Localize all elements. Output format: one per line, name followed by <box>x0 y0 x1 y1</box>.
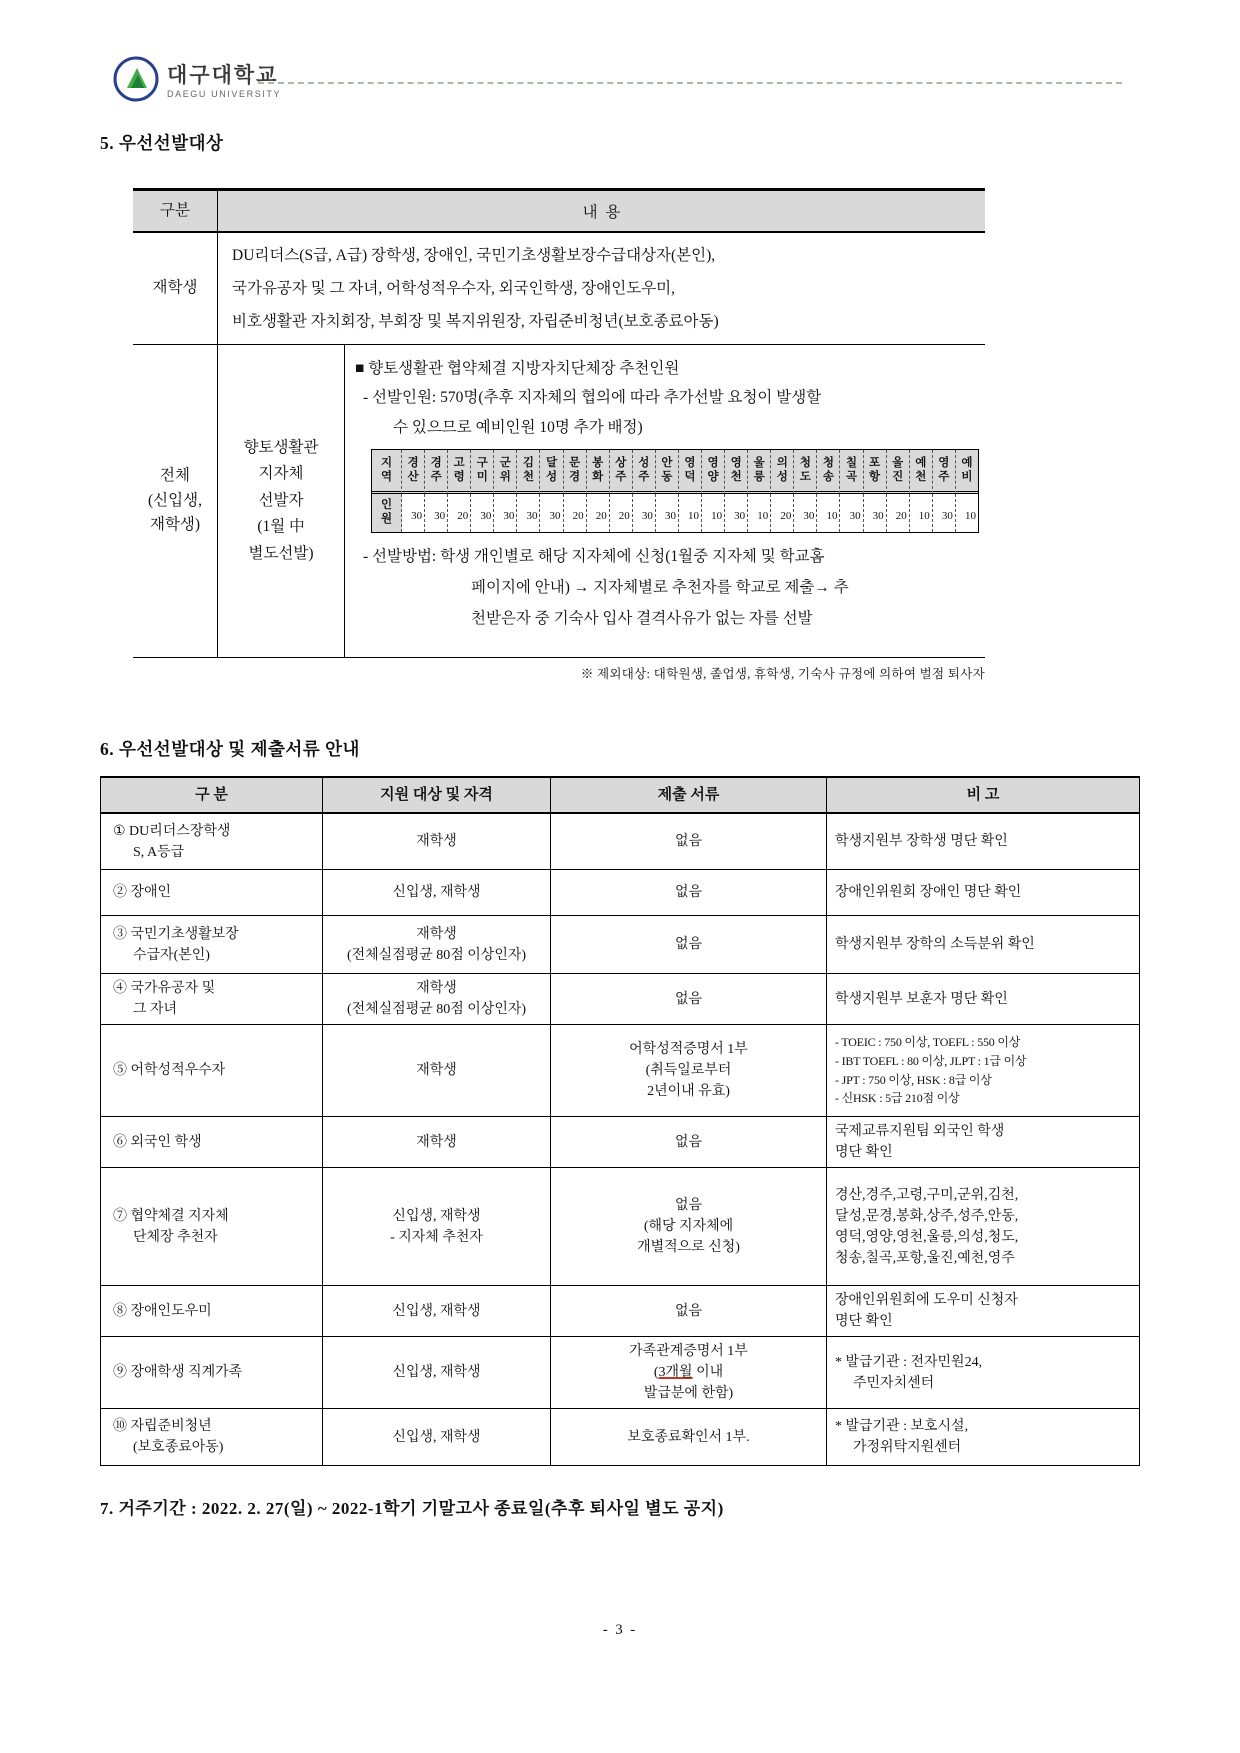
region-header-cell: 문경 <box>564 450 587 494</box>
region-count-cell: 30 <box>494 494 517 532</box>
row-note-line: 장애인위원회 장애인 명단 확인 <box>835 885 1022 900</box>
region-count-cell: 30 <box>517 494 540 532</box>
region-count-cell: 30 <box>864 494 887 532</box>
table-row <box>101 870 1139 916</box>
region-count-cell: 10 <box>964 510 976 522</box>
row-category-line: ③ 국민기초생활보장 <box>113 926 239 942</box>
page-number: - 3 - <box>602 1622 638 1638</box>
row-note-line: - JPT : 750 이상, HSK : 8급 이상 <box>835 1072 992 1087</box>
region-header-cell: 경주 <box>425 450 448 494</box>
row-docs-line: 없음 <box>674 991 703 1007</box>
row1-line: 비호생활관 자치회장, 부회장 및 복지위원장, 자립준비청년(보호종료아동) <box>232 313 719 330</box>
region-header-cell: 경산 <box>402 450 425 494</box>
table-row <box>101 1117 1139 1168</box>
row-docs-line: 없음 <box>674 1198 703 1213</box>
region-header-cell: 영양 <box>702 450 725 494</box>
selection-count-line2: 수 있으므로 예비인원 10명 추가 배정) <box>393 419 643 436</box>
table-row <box>101 974 1139 1025</box>
header-divider <box>258 82 1122 84</box>
row-category-line: (보호종료아동) <box>133 1440 224 1455</box>
region-header-cells <box>402 450 978 494</box>
region-header-cell: 의성 <box>771 450 794 494</box>
region-count-cell: 30 <box>540 494 563 532</box>
region-count-cell: 10 <box>910 494 933 532</box>
region-header-cell: 청송 <box>817 450 840 494</box>
row-note-line: * 발급기관 : 전자민원24, <box>835 1354 983 1370</box>
row-docs-line: (취득일로부터 <box>645 1063 732 1078</box>
region-header-cell: 영주 <box>933 450 956 494</box>
section6-title: 6. 우선선발대상 및 제출서류 안내 <box>100 739 360 759</box>
region-count-cell: 30 <box>656 494 679 532</box>
row2-sublabel: 향토생활관 지자체 선발자 (1월 中 별도선발) <box>218 345 345 657</box>
table1-row-jeonche <box>133 345 985 657</box>
row-target-line: 신입생, 재학생 <box>392 885 481 900</box>
table-row <box>101 1168 1139 1286</box>
region-header-cell: 달성 <box>540 450 563 494</box>
row-note-line: 가정위탁지원센터 <box>853 1440 962 1455</box>
region-count-cell: 30 <box>402 494 425 532</box>
region-header-cell: 군위 <box>494 450 517 494</box>
row-docs-line: 보호종료확인서 1부. <box>627 1429 750 1445</box>
document-guide-table <box>100 776 1140 1466</box>
table-row <box>101 814 1139 870</box>
underlined-3month: 3개월 <box>658 1365 693 1380</box>
row-note-line: 명단 확인 <box>835 1145 893 1160</box>
region-header-cell: 상주 <box>610 450 633 494</box>
row-category-line: 그 자녀 <box>133 1002 178 1017</box>
row-category-line: S, A등급 <box>133 844 185 860</box>
row-target-line: 재학생 <box>416 1063 457 1078</box>
row-docs-line: (해당 지자체에 <box>643 1219 734 1234</box>
region-count-cell: 20 <box>448 494 471 532</box>
region-header-cell: 영덕 <box>679 450 702 494</box>
row-docs-cell <box>551 1337 827 1408</box>
row-note-line: 학생지원부 장학의 소득분위 확인 <box>835 937 1035 952</box>
row-target-line: 신입생, 재학생 <box>392 1303 481 1319</box>
row-note-line: 학생지원부 보훈자 명단 확인 <box>835 991 1008 1007</box>
region-count-cells <box>402 494 978 532</box>
row-note-line: 주민자치센터 <box>853 1375 935 1391</box>
region-row-label: 지역 <box>372 450 402 494</box>
row-docs-line-underlined: (3개월 이내 <box>653 1365 724 1380</box>
region-header-cell: 봉화 <box>587 450 610 494</box>
region-header-cell: 김천 <box>517 450 540 494</box>
region-quota-table <box>371 449 979 533</box>
row-category-line: ⑦ 협약체결 지자체 <box>113 1208 229 1224</box>
row-category-line: ④ 국가유공자 및 <box>113 981 216 996</box>
region-count-cell: 30 <box>725 494 748 532</box>
region-count-cell: 30 <box>933 494 956 532</box>
table-row <box>101 1409 1139 1465</box>
region-count-cell: 10 <box>748 494 771 532</box>
row-category-line: 단체장 추천자 <box>133 1229 218 1245</box>
row-category-line: ⑨ 장애학생 직계가족 <box>113 1365 243 1380</box>
region-count-cell: 10 <box>702 494 725 532</box>
section7-title: 7. 거주기간 : 2022. 2. 27(일) ~ 2022-1학기 기말고사 종료일(추후 퇴사일 별도 공지) <box>100 1499 724 1518</box>
region-count-row <box>372 494 978 532</box>
row-docs-line: 2년이내 유효) <box>647 1084 730 1099</box>
region-count-cell: 30 <box>471 494 494 532</box>
region-header-cell: 예비 <box>956 450 978 494</box>
row-note-line: 달성,문경,봉화,상주,성주,안동, <box>835 1208 1019 1224</box>
region-count-cell: 20 <box>587 494 610 532</box>
selection-method: - 선발방법: 학생 개인별로 해당 지자체에 신청(1월중 지자체 및 학교홈 페이지에 안내) → 지자체별로 추천자를 학교로 제출→ 추 천받은자 중 기숙사 입사 결격사유가 없는 자를 선발 <box>363 548 849 627</box>
region-header-cell: 안동 <box>656 450 679 494</box>
row-note-line: * 발급기관 : 보호시설, <box>835 1419 969 1434</box>
row-note-line: 명단 확인 <box>835 1314 893 1329</box>
region-header-cell: 성주 <box>633 450 656 494</box>
row-note-line: 국제교류지원팀 외국인 학생 <box>835 1124 1005 1139</box>
region-header-cell: 영천 <box>725 450 748 494</box>
recommendation-bullet: ■ 향토생활관 협약체결 지방자치단체장 추천인원 <box>355 360 680 377</box>
region-count-cell: 20 <box>887 494 910 532</box>
table1-header-row <box>133 191 985 233</box>
row-target-line: - 지자체 추천자 <box>390 1229 483 1245</box>
row-category-line: ② 장애인 <box>113 885 172 900</box>
row-note-line: - 신HSK : 5급 210점 이상 <box>835 1091 960 1106</box>
row1-label: 재학생 <box>133 233 218 344</box>
table1-header-content: 내 용 <box>582 204 621 221</box>
university-emblem-icon <box>113 56 159 102</box>
region-header-cell: 고령 <box>448 450 471 494</box>
row-docs-line: 없음 <box>674 885 703 900</box>
table2-header-category: 구 분 <box>101 778 323 812</box>
region-count-cell: 20 <box>564 494 587 532</box>
row2-label: 전체 (신입생, 재학생) <box>133 345 218 657</box>
university-name-kr: 대구대학교 <box>167 64 279 87</box>
row-docs-line: 발급분에 한함) <box>643 1386 734 1401</box>
region-header-row <box>372 450 978 494</box>
university-name-en: DAEGU UNIVERSITY <box>167 89 282 99</box>
row-docs-line: 어학성적증명서 1부 <box>629 1042 748 1057</box>
row1-content <box>218 233 985 344</box>
row-docs-line: 개별적으로 신청) <box>637 1240 740 1255</box>
region-count-cell: 20 <box>610 494 633 532</box>
region-count-cell: 20 <box>771 494 794 532</box>
row-docs-line: 가족관계증명서 1부 <box>629 1344 748 1359</box>
row-docs-line: 없음 <box>674 834 703 849</box>
region-header-cell: 칠곡 <box>840 450 863 494</box>
row-note-line: 영덕,영양,영천,울릉,의성,청도, <box>835 1229 1019 1245</box>
row-note-line: 청송,칠곡,포항,울진,예천,영주 <box>835 1250 1015 1266</box>
table2-header-row <box>101 778 1139 814</box>
row-docs-line: 없음 <box>674 937 703 952</box>
exclusion-note: ※ 제외대상: 대학원생, 졸업생, 휴학생, 기숙사 규정에 의하여 벌점 퇴사자 <box>580 667 985 681</box>
row-category-line: ① DU리더스장학생 <box>113 823 231 839</box>
row-target-line: 재학생 <box>416 926 457 942</box>
row-docs-line: 없음 <box>674 1134 703 1150</box>
row-target-line: (전체실점평균 80점 이상인자) <box>346 947 527 963</box>
row-note-line: - TOEIC : 750 이상, TOEFL : 550 이상 <box>835 1035 1021 1050</box>
university-logo <box>113 56 281 102</box>
table2-header-docs: 제출 서류 <box>551 778 827 812</box>
row2-content <box>345 345 985 657</box>
row-category-line: ⑩ 자립준비청년 <box>113 1419 212 1434</box>
region-header-cell: 구미 <box>471 450 494 494</box>
row1-line: DU리더스(S급, A급) 장학생, 장애인, 국민기초생활보장수급대상자(본인), <box>232 247 716 264</box>
row-target-line: 신입생, 재학생 <box>392 1429 481 1445</box>
table1-row-jaehaksaeng <box>133 233 985 345</box>
table-row <box>101 1025 1139 1117</box>
row-category-line: ⑤ 어학성적우수자 <box>113 1063 226 1078</box>
table-row <box>101 916 1139 974</box>
row-category-line: ⑧ 장애인도우미 <box>113 1303 212 1319</box>
table-row <box>101 1286 1139 1337</box>
row-note-line: 학생지원부 장학생 명단 확인 <box>835 834 1008 849</box>
row-note-line: 장애인위원회에 도우미 신청자 <box>835 1293 1018 1308</box>
region-count-cell: 10 <box>817 494 840 532</box>
row-target-line: 재학생 <box>416 834 457 849</box>
region-count-cell: 10 <box>679 494 702 532</box>
region-header-cell: 포항 <box>864 450 887 494</box>
region-count-cell: 30 <box>425 494 448 532</box>
region-count-cell: 30 <box>840 494 863 532</box>
row-target-line: 신입생, 재학생 <box>392 1208 481 1224</box>
row-category-line: 수급자(본인) <box>133 947 210 963</box>
table-row <box>101 1337 1139 1409</box>
row-category-line: ⑥ 외국인 학생 <box>113 1134 202 1150</box>
priority-selection-table <box>133 188 985 658</box>
row-target-line: 재학생 <box>416 1134 457 1150</box>
count-row-label: 인원 <box>372 494 402 532</box>
region-header-cell: 예천 <box>910 450 933 494</box>
row1-line: 국가유공자 및 그 자녀, 어학성적우수자, 외국인학생, 장애인도우미, <box>232 280 676 297</box>
table2-header-note: 비 고 <box>966 786 1000 803</box>
region-count-cell: 30 <box>794 494 817 532</box>
region-header-cell: 울릉 <box>748 450 771 494</box>
selection-count-line1: - 선발인원: 570명(추후 지자체의 협의에 따라 추가선발 요청이 발생할 <box>363 389 822 406</box>
table2-header-target: 지원 대상 및 자격 <box>323 778 551 812</box>
row-note-line: 경산,경주,고령,구미,군위,김천, <box>835 1187 1019 1203</box>
section5-title: 5. 우선선발대상 <box>100 133 224 153</box>
row-target-line: 재학생 <box>416 981 457 996</box>
row-target-line: (전체실점평균 80점 이상인자) <box>346 1002 527 1017</box>
table1-header-gubun: 구분 <box>133 191 218 231</box>
region-count-cell: 30 <box>633 494 656 532</box>
region-header-cell: 청도 <box>794 450 817 494</box>
row-docs-line: 없음 <box>674 1303 703 1319</box>
row-target-line: 신입생, 재학생 <box>392 1365 481 1380</box>
row-note-line: - IBT TOEFL : 80 이상, JLPT : 1급 이상 <box>835 1053 1027 1068</box>
region-header-cell: 울진 <box>887 450 910 494</box>
